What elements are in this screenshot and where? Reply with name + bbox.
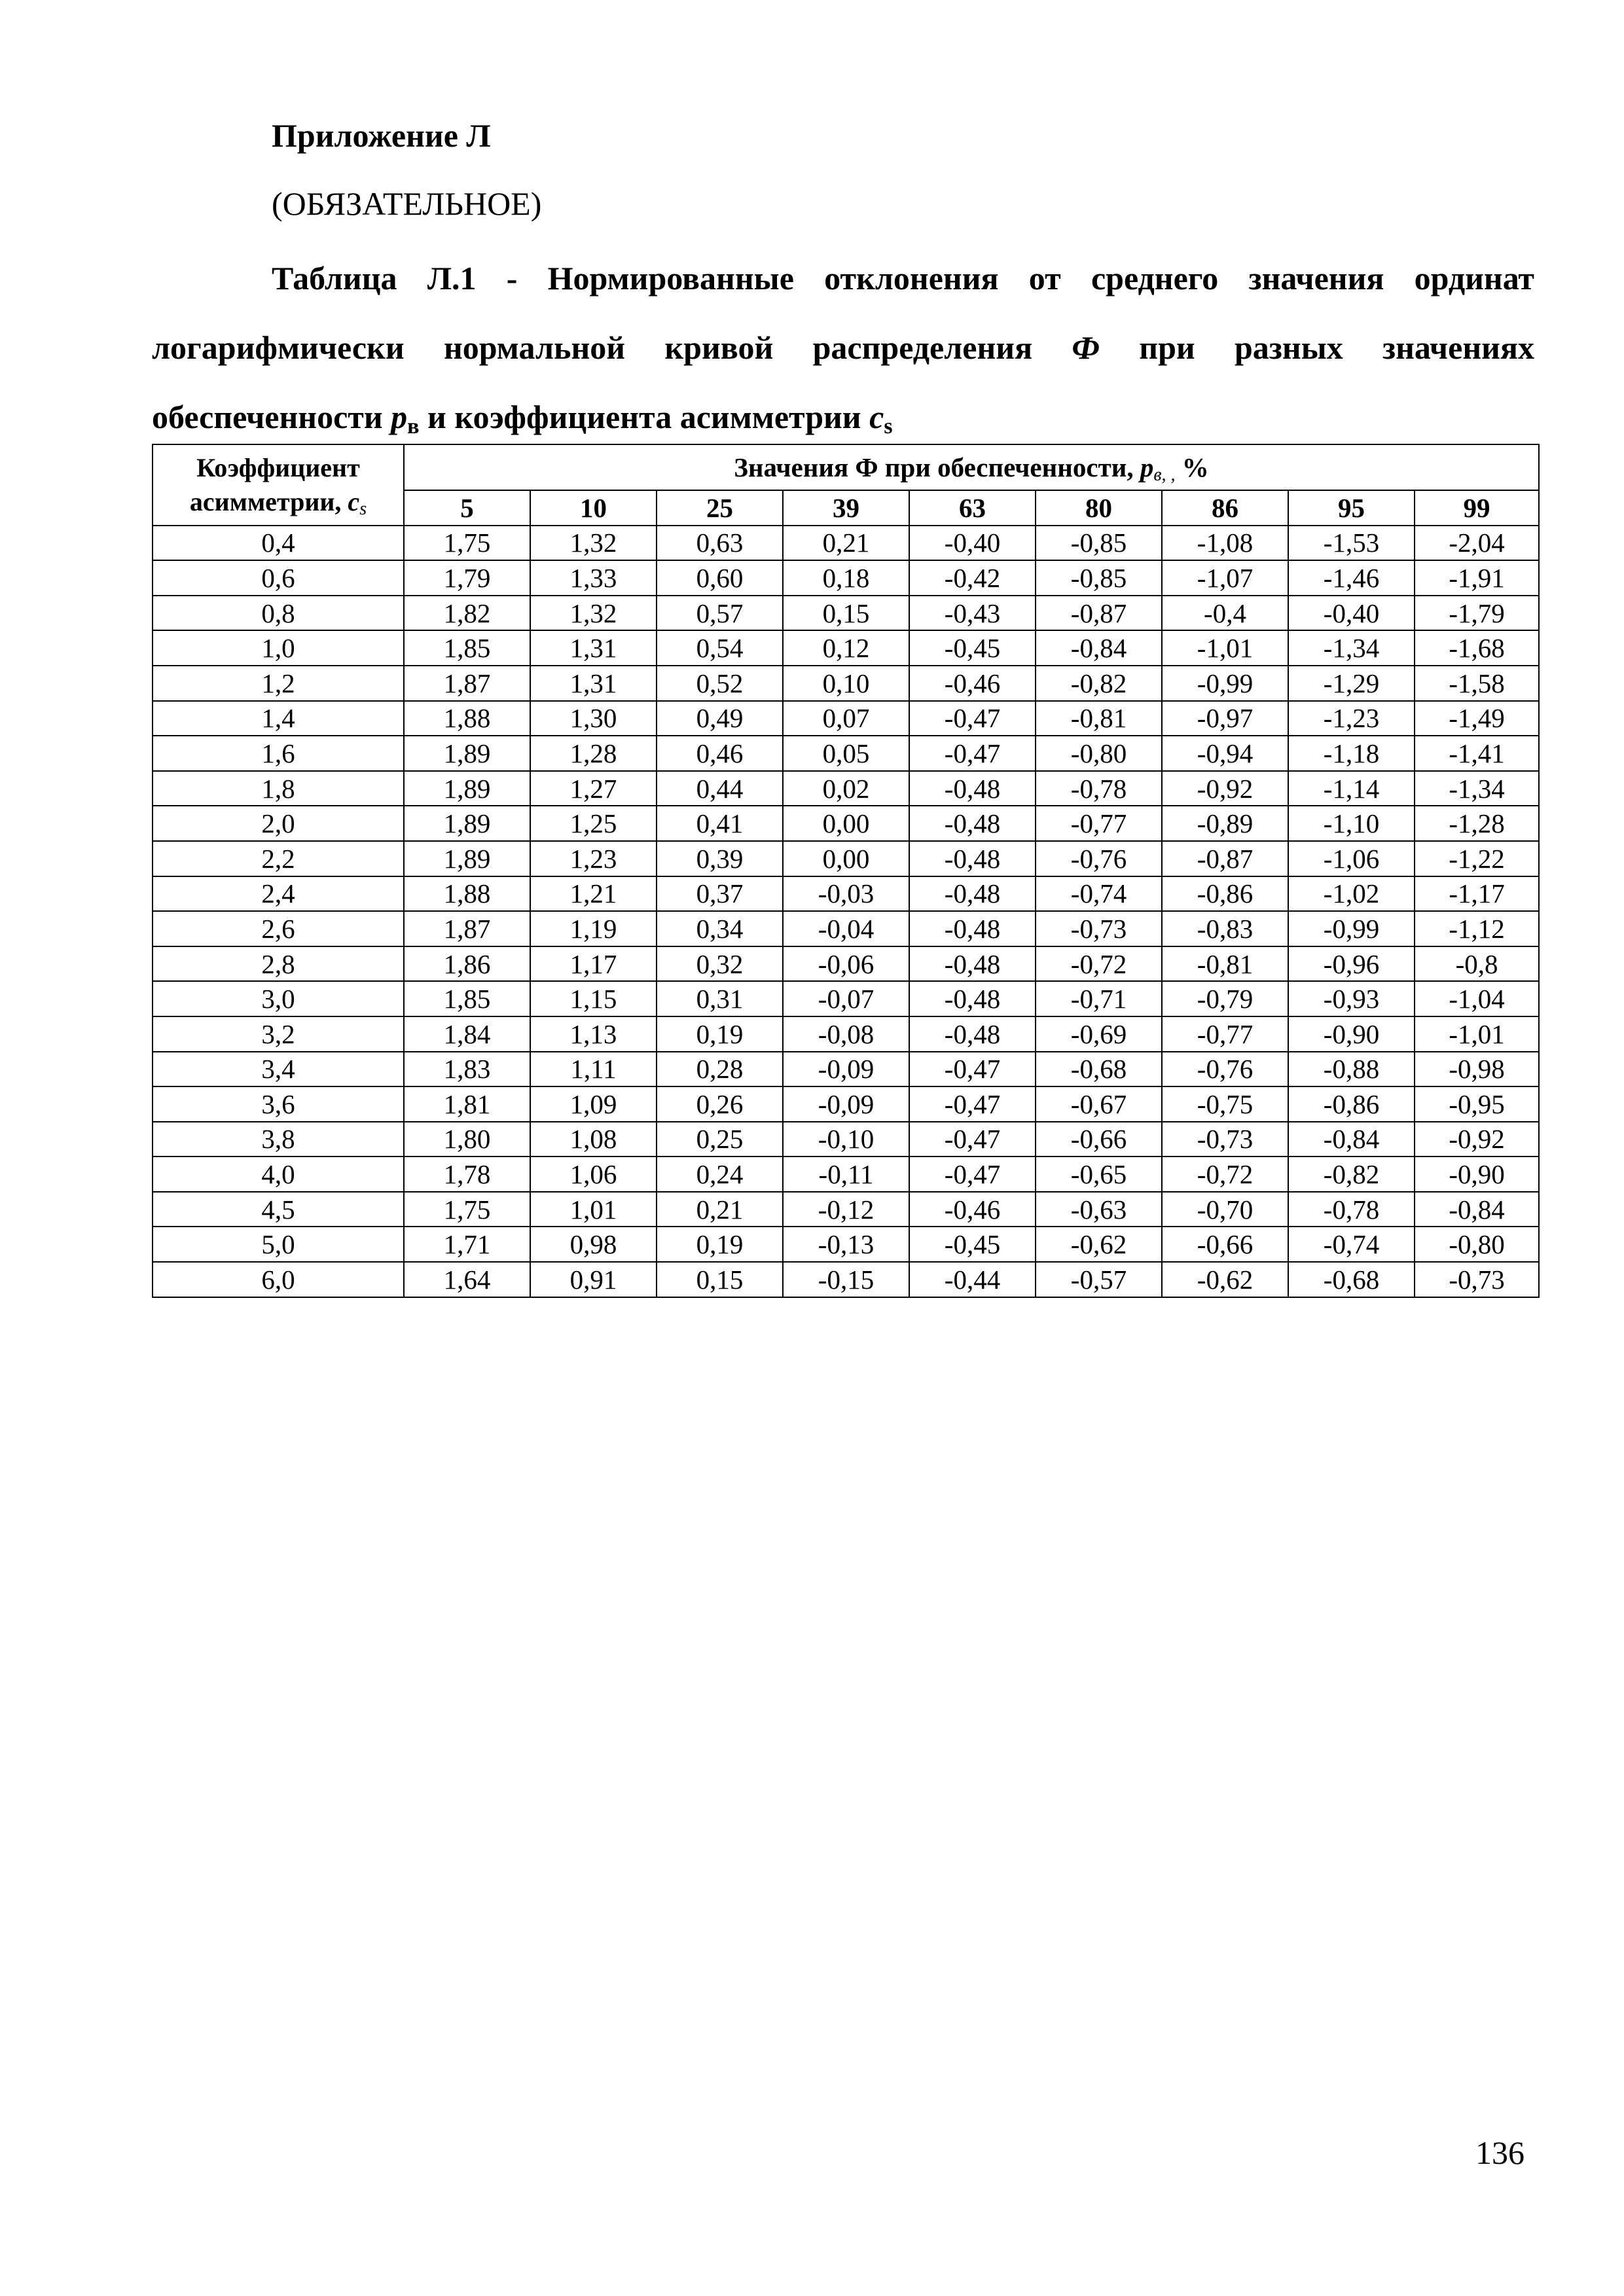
table-cell: 0,25 — [657, 1122, 783, 1157]
table-cell: 1,13 — [530, 1016, 657, 1052]
table-cell: -0,85 — [1036, 560, 1162, 596]
table-cell: -1,06 — [1288, 841, 1415, 876]
table-cell: -1,04 — [1415, 981, 1539, 1016]
table-cell: 1,08 — [530, 1122, 657, 1157]
table-cell: -1,10 — [1288, 806, 1415, 841]
table-cell: -0,98 — [1415, 1052, 1539, 1087]
table-cell: 0,46 — [657, 736, 783, 771]
table-cell: 0,19 — [657, 1227, 783, 1262]
table-cell: -0,10 — [783, 1122, 909, 1157]
table-cell: 0,44 — [657, 771, 783, 806]
table-cell: -0,48 — [909, 771, 1036, 806]
table-cell: 0,21 — [657, 1192, 783, 1227]
row-label: 1,4 — [153, 701, 404, 736]
table-cell: -0,03 — [783, 876, 909, 912]
table-row — [153, 1086, 1539, 1122]
column-header: 39 — [783, 490, 909, 526]
table-cell: 1,89 — [404, 806, 530, 841]
caption-sub-c: s — [884, 414, 893, 439]
table-cell: -0,47 — [909, 701, 1036, 736]
table-cell: -1,18 — [1288, 736, 1415, 771]
table-row — [153, 1157, 1539, 1192]
table-cell: -0,70 — [1162, 1192, 1288, 1227]
row-label: 0,8 — [153, 596, 404, 631]
table-cell: -0,72 — [1162, 1157, 1288, 1192]
table-cell: -0,90 — [1415, 1157, 1539, 1192]
table-cell: -0,80 — [1415, 1227, 1539, 1262]
table-cell: 1,71 — [404, 1227, 530, 1262]
table-row — [153, 526, 1539, 561]
table-cell: -0,48 — [909, 981, 1036, 1016]
table-cell: 0,21 — [783, 526, 909, 561]
table-cell: -0,68 — [1036, 1052, 1162, 1087]
appendix-title: Приложение Л — [272, 117, 491, 154]
table-cell: -0,92 — [1415, 1122, 1539, 1157]
table-cell: -0,48 — [909, 841, 1036, 876]
table-cell: -2,04 — [1415, 526, 1539, 561]
table-row — [153, 1192, 1539, 1227]
table-cell: 0,52 — [657, 666, 783, 701]
table-row — [153, 1262, 1539, 1297]
table-cell: -0,67 — [1036, 1086, 1162, 1122]
appendix-subtitle: (ОБЯЗАТЕЛЬНОЕ) — [272, 185, 542, 222]
table-cell: 0,19 — [657, 1016, 783, 1052]
table-cell: -1,49 — [1415, 701, 1539, 736]
table-row — [153, 771, 1539, 806]
table-cell: -0,80 — [1036, 736, 1162, 771]
table-cell: -1,29 — [1288, 666, 1415, 701]
table-cell: -0,04 — [783, 911, 909, 946]
table-cell: 1,88 — [404, 701, 530, 736]
table-cell: 1,84 — [404, 1016, 530, 1052]
table-cell: -1,68 — [1415, 630, 1539, 666]
table-cell: 1,15 — [530, 981, 657, 1016]
caption-symbol-p: p — [391, 399, 408, 435]
table-cell: 0,05 — [783, 736, 909, 771]
table-cell: -0,73 — [1036, 911, 1162, 946]
table-cell: -0,88 — [1288, 1052, 1415, 1087]
table-cell: -0,76 — [1162, 1052, 1288, 1087]
table-cell: 1,78 — [404, 1157, 530, 1192]
group-symbol: p — [1140, 452, 1154, 482]
column-header: 80 — [1036, 490, 1162, 526]
table-cell: 0,32 — [657, 946, 783, 982]
corner-header — [153, 444, 404, 526]
column-header: 86 — [1162, 490, 1288, 526]
table-cell: -0,78 — [1288, 1192, 1415, 1227]
table-cell: -0,48 — [909, 806, 1036, 841]
table-cell: -0,40 — [1288, 596, 1415, 631]
corner-line2: асимметрии, — [189, 486, 348, 516]
table-cell: -0,8 — [1415, 946, 1539, 982]
table-cell: 1,17 — [530, 946, 657, 982]
table-cell: -0,09 — [783, 1052, 909, 1087]
table-cell: 1,06 — [530, 1157, 657, 1192]
table-cell: -0,94 — [1162, 736, 1288, 771]
table-cell: -0,06 — [783, 946, 909, 982]
corner-symbol: c — [348, 486, 360, 516]
table-cell: 0,15 — [657, 1262, 783, 1297]
table-cell: -0,77 — [1162, 1016, 1288, 1052]
table-cell: -0,73 — [1162, 1122, 1288, 1157]
table-cell: 1,30 — [530, 701, 657, 736]
table-cell: -0,86 — [1288, 1086, 1415, 1122]
table-row — [153, 666, 1539, 701]
table-cell: -1,91 — [1415, 560, 1539, 596]
table-row — [153, 946, 1539, 982]
table-cell: 1,89 — [404, 771, 530, 806]
table-cell: -1,17 — [1415, 876, 1539, 912]
table-cell: 1,86 — [404, 946, 530, 982]
table-cell: -0,87 — [1036, 596, 1162, 631]
table-cell: -0,68 — [1288, 1262, 1415, 1297]
table-cell: -0,99 — [1288, 911, 1415, 946]
corner-sub: s — [359, 498, 367, 519]
table-cell: -0,65 — [1036, 1157, 1162, 1192]
table-cell: 0,60 — [657, 560, 783, 596]
table-cell: 0,37 — [657, 876, 783, 912]
table-cell: -0,48 — [909, 946, 1036, 982]
table-cell: -0,74 — [1288, 1227, 1415, 1262]
table-cell: -0,11 — [783, 1157, 909, 1192]
table-cell: 0,57 — [657, 596, 783, 631]
table-cell: -0,84 — [1036, 630, 1162, 666]
table-cell: 0,00 — [783, 806, 909, 841]
row-label: 3,6 — [153, 1086, 404, 1122]
table-cell: -1,23 — [1288, 701, 1415, 736]
table-row — [153, 596, 1539, 631]
table-cell: -0,96 — [1288, 946, 1415, 982]
table-cell: -0,81 — [1162, 946, 1288, 982]
row-label: 3,2 — [153, 1016, 404, 1052]
table-cell: -1,02 — [1288, 876, 1415, 912]
table-cell: -0,76 — [1036, 841, 1162, 876]
caption-symbol-phi: Ф — [1072, 329, 1100, 366]
row-label: 4,5 — [153, 1192, 404, 1227]
corner-line1: Коэффициент — [196, 452, 360, 482]
table-cell: -0,48 — [909, 911, 1036, 946]
table-row — [153, 1016, 1539, 1052]
table-cell: -1,01 — [1415, 1016, 1539, 1052]
table-cell: 0,63 — [657, 526, 783, 561]
group-prefix: Значения Ф при обеспеченности, — [734, 452, 1140, 482]
table-cell: -0,46 — [909, 1192, 1036, 1227]
table-cell: 1,89 — [404, 841, 530, 876]
table-row — [153, 736, 1539, 771]
column-header: 99 — [1415, 490, 1539, 526]
table-cell: -0,48 — [909, 1016, 1036, 1052]
caption-mid: при разных значениях обеспеченности — [152, 329, 1534, 435]
table-cell: 0,49 — [657, 701, 783, 736]
table-cell: -0,66 — [1036, 1122, 1162, 1157]
table-cell: 1,75 — [404, 1192, 530, 1227]
group-sub: в, , — [1153, 465, 1176, 485]
table-row — [153, 876, 1539, 912]
table-cell: -0,47 — [909, 736, 1036, 771]
table-cell: -0,4 — [1162, 596, 1288, 631]
table-row — [153, 1227, 1539, 1262]
table-cell: -1,79 — [1415, 596, 1539, 631]
table-row — [153, 1122, 1539, 1157]
table-cell: 1,32 — [530, 596, 657, 631]
table-cell: -1,34 — [1415, 771, 1539, 806]
table-cell: -1,53 — [1288, 526, 1415, 561]
table-cell: -0,47 — [909, 1052, 1036, 1087]
table-row — [153, 841, 1539, 876]
table-cell: -0,72 — [1036, 946, 1162, 982]
table-cell: -1,58 — [1415, 666, 1539, 701]
table-cell: -0,13 — [783, 1227, 909, 1262]
table-cell: 0,12 — [783, 630, 909, 666]
table-row — [153, 911, 1539, 946]
table-cell: 1,88 — [404, 876, 530, 912]
table-cell: -0,77 — [1036, 806, 1162, 841]
table-cell: -0,45 — [909, 630, 1036, 666]
table-cell: -0,46 — [909, 666, 1036, 701]
table-cell: -1,08 — [1162, 526, 1288, 561]
table-cell: 0,26 — [657, 1086, 783, 1122]
table-row — [153, 1052, 1539, 1087]
table-cell: 1,75 — [404, 526, 530, 561]
table-cell: 0,31 — [657, 981, 783, 1016]
table-cell: -0,08 — [783, 1016, 909, 1052]
table-cell: 0,18 — [783, 560, 909, 596]
table-cell: -0,82 — [1288, 1157, 1415, 1192]
table-cell: -0,86 — [1162, 876, 1288, 912]
table-cell: 0,02 — [783, 771, 909, 806]
table-cell: 1,27 — [530, 771, 657, 806]
table-cell: -0,89 — [1162, 806, 1288, 841]
table-cell: -1,12 — [1415, 911, 1539, 946]
table-cell: 1,82 — [404, 596, 530, 631]
table-cell: 1,11 — [530, 1052, 657, 1087]
table-cell: -0,79 — [1162, 981, 1288, 1016]
row-label: 2,0 — [153, 806, 404, 841]
table-cell: 0,98 — [530, 1227, 657, 1262]
table-cell: 1,85 — [404, 981, 530, 1016]
table-cell: 1,28 — [530, 736, 657, 771]
caption-tail: и коэффициента асимметрии — [419, 399, 870, 435]
table-cell: 1,89 — [404, 736, 530, 771]
caption-symbol-c: c — [869, 399, 884, 435]
table-cell: -0,66 — [1162, 1227, 1288, 1262]
table-cell: -0,45 — [909, 1227, 1036, 1262]
row-label: 3,4 — [153, 1052, 404, 1087]
table-cell: 1,32 — [530, 526, 657, 561]
table-cell: -0,73 — [1415, 1262, 1539, 1297]
column-header: 25 — [657, 490, 783, 526]
table-caption — [152, 243, 1534, 452]
table-cell: 1,87 — [404, 666, 530, 701]
table-cell: -0,87 — [1162, 841, 1288, 876]
table-cell: -0,43 — [909, 596, 1036, 631]
table-cell: -0,42 — [909, 560, 1036, 596]
row-label: 1,2 — [153, 666, 404, 701]
table-cell: 1,01 — [530, 1192, 657, 1227]
table-cell: -0,44 — [909, 1262, 1036, 1297]
table-cell: -0,47 — [909, 1157, 1036, 1192]
table-cell: -0,07 — [783, 981, 909, 1016]
table-body — [153, 526, 1539, 1297]
row-label: 3,8 — [153, 1122, 404, 1157]
table-cell: -0,15 — [783, 1262, 909, 1297]
row-label: 0,4 — [153, 526, 404, 561]
table-cell: 0,91 — [530, 1262, 657, 1297]
table-cell: -1,01 — [1162, 630, 1288, 666]
table-row — [153, 630, 1539, 666]
table-cell: -0,85 — [1036, 526, 1162, 561]
table-cell: -1,14 — [1288, 771, 1415, 806]
table-cell: 1,83 — [404, 1052, 530, 1087]
table-cell: -0,40 — [909, 526, 1036, 561]
table-cell: -1,28 — [1415, 806, 1539, 841]
table-cell: -0,71 — [1036, 981, 1162, 1016]
table-cell: -0,74 — [1036, 876, 1162, 912]
column-header: 63 — [909, 490, 1036, 526]
table-cell: -1,41 — [1415, 736, 1539, 771]
table-cell: -0,47 — [909, 1122, 1036, 1157]
table-cell: 0,39 — [657, 841, 783, 876]
row-label: 2,8 — [153, 946, 404, 982]
table-cell: 0,07 — [783, 701, 909, 736]
table-cell: 0,34 — [657, 911, 783, 946]
row-label: 2,4 — [153, 876, 404, 912]
page-number: 136 — [1475, 2134, 1525, 2171]
table-cell: 1,21 — [530, 876, 657, 912]
table-cell: -0,84 — [1415, 1192, 1539, 1227]
table-cell: -1,34 — [1288, 630, 1415, 666]
row-label: 0,6 — [153, 560, 404, 596]
table-cell: -0,82 — [1036, 666, 1162, 701]
table-cell: -0,12 — [783, 1192, 909, 1227]
table-cell: -0,75 — [1162, 1086, 1288, 1122]
row-label: 1,6 — [153, 736, 404, 771]
table-cell: -0,63 — [1036, 1192, 1162, 1227]
data-table — [152, 444, 1540, 1298]
table-cell: -0,62 — [1036, 1227, 1162, 1262]
column-header: 95 — [1288, 490, 1415, 526]
table-cell: 0,10 — [783, 666, 909, 701]
table-cell: -0,62 — [1162, 1262, 1288, 1297]
table-cell: 1,85 — [404, 630, 530, 666]
row-label: 1,0 — [153, 630, 404, 666]
row-label: 5,0 — [153, 1227, 404, 1262]
column-header: 5 — [404, 490, 530, 526]
row-label: 6,0 — [153, 1262, 404, 1297]
table-cell: -0,92 — [1162, 771, 1288, 806]
table-cell: 1,87 — [404, 911, 530, 946]
table-cell: 0,15 — [783, 596, 909, 631]
table-row — [153, 560, 1539, 596]
table-cell: -0,57 — [1036, 1262, 1162, 1297]
caption-sub-p: в — [407, 414, 420, 439]
table-cell: 1,09 — [530, 1086, 657, 1122]
table-cell: 0,54 — [657, 630, 783, 666]
group-header — [404, 444, 1539, 490]
table-cell: -0,78 — [1036, 771, 1162, 806]
table-cell: -0,99 — [1162, 666, 1288, 701]
table-cell: -0,83 — [1162, 911, 1288, 946]
table-cell: 1,81 — [404, 1086, 530, 1122]
row-label: 2,2 — [153, 841, 404, 876]
table-cell: 0,28 — [657, 1052, 783, 1087]
row-label: 1,8 — [153, 771, 404, 806]
table-cell: 1,25 — [530, 806, 657, 841]
table-cell: 1,31 — [530, 666, 657, 701]
row-label: 4,0 — [153, 1157, 404, 1192]
table-cell: 0,00 — [783, 841, 909, 876]
table-cell: -0,95 — [1415, 1086, 1539, 1122]
table-cell: -0,93 — [1288, 981, 1415, 1016]
table-cell: 1,31 — [530, 630, 657, 666]
column-header: 10 — [530, 490, 657, 526]
table-cell: -0,90 — [1288, 1016, 1415, 1052]
table-cell: -1,07 — [1162, 560, 1288, 596]
table-row — [153, 806, 1539, 841]
table-cell: 0,41 — [657, 806, 783, 841]
table-cell: 1,64 — [404, 1262, 530, 1297]
row-label: 3,0 — [153, 981, 404, 1016]
table-cell: 1,19 — [530, 911, 657, 946]
table-row — [153, 981, 1539, 1016]
table-cell: 0,24 — [657, 1157, 783, 1192]
table-row — [153, 701, 1539, 736]
table-cell: -0,97 — [1162, 701, 1288, 736]
table-cell: -0,47 — [909, 1086, 1036, 1122]
table-cell: 1,80 — [404, 1122, 530, 1157]
table-cell: 1,79 — [404, 560, 530, 596]
table-cell: -1,46 — [1288, 560, 1415, 596]
table-cell: -1,22 — [1415, 841, 1539, 876]
table-cell: -0,09 — [783, 1086, 909, 1122]
table-cell: -0,81 — [1036, 701, 1162, 736]
row-label: 2,6 — [153, 911, 404, 946]
group-suffix: % — [1175, 452, 1209, 482]
table-cell: -0,48 — [909, 876, 1036, 912]
table-cell: -0,69 — [1036, 1016, 1162, 1052]
table-cell: 1,23 — [530, 841, 657, 876]
caption-prefix: Таблица Л.1 - Нормированные отклонения от среднего значения ординат логарифмически нормальной кривой распределения — [152, 260, 1534, 366]
table-cell: 1,33 — [530, 560, 657, 596]
table-cell: -0,84 — [1288, 1122, 1415, 1157]
